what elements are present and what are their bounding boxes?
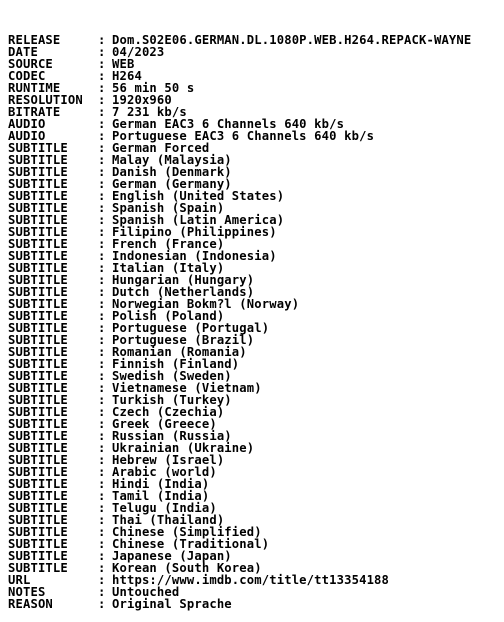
info-key: SUBTITLE <box>8 261 68 275</box>
info-separator: : <box>98 573 106 587</box>
info-row <box>8 166 504 178</box>
info-value: Turkish (Turkey) <box>112 393 232 407</box>
info-value: https://www.imdb.com/title/tt13354188 <box>112 573 390 587</box>
info-key: REASON <box>8 597 53 611</box>
info-separator: : <box>98 201 106 215</box>
info-row <box>8 130 504 142</box>
info-key: SUBTITLE <box>8 549 68 563</box>
info-row <box>8 538 504 550</box>
release-info-text <box>8 10 504 622</box>
info-key: SUBTITLE <box>8 297 68 311</box>
info-key: SUBTITLE <box>8 381 68 395</box>
info-value: Finnish (Finland) <box>112 357 240 371</box>
release-info-rows <box>8 34 504 610</box>
info-value: 04/2023 <box>112 45 165 59</box>
info-key: SUBTITLE <box>8 465 68 479</box>
info-separator: : <box>98 45 106 59</box>
info-row <box>8 406 504 418</box>
info-key: SUBTITLE <box>8 345 68 359</box>
info-separator: : <box>98 405 106 419</box>
info-row <box>8 586 504 598</box>
info-key: RELEASE <box>8 33 61 47</box>
info-separator: : <box>98 513 106 527</box>
info-key: SUBTITLE <box>8 201 68 215</box>
info-row <box>8 298 504 310</box>
info-key: SUBTITLE <box>8 285 68 299</box>
info-row <box>8 430 504 442</box>
info-key: SUBTITLE <box>8 273 68 287</box>
info-separator: : <box>98 165 106 179</box>
info-row <box>8 46 504 58</box>
info-key: SUBTITLE <box>8 333 68 347</box>
info-separator: : <box>98 525 106 539</box>
info-separator: : <box>98 453 106 467</box>
info-key: SUBTITLE <box>8 537 68 551</box>
info-key: RESOLUTION <box>8 93 83 107</box>
info-value: Chinese (Traditional) <box>112 537 270 551</box>
info-key: SUBTITLE <box>8 141 68 155</box>
info-row <box>8 442 504 454</box>
info-value: Malay (Malaysia) <box>112 153 232 167</box>
info-key: SUBTITLE <box>8 417 68 431</box>
info-value: H264 <box>112 69 142 83</box>
info-separator: : <box>98 465 106 479</box>
info-row <box>8 142 504 154</box>
info-value: Norwegian Bokm?l (Norway) <box>112 297 300 311</box>
info-key: SUBTITLE <box>8 441 68 455</box>
info-separator: : <box>98 357 106 371</box>
info-value: Romanian (Romania) <box>112 345 247 359</box>
info-value: Greek (Greece) <box>112 417 217 431</box>
info-value: Portuguese EAC3 6 Channels 640 kb/s <box>112 129 375 143</box>
info-key: SUBTITLE <box>8 309 68 323</box>
info-key: URL <box>8 573 31 587</box>
info-key: SUBTITLE <box>8 165 68 179</box>
info-separator: : <box>98 57 106 71</box>
info-value: German EAC3 6 Channels 640 kb/s <box>112 117 345 131</box>
info-value: Arabic (world) <box>112 465 217 479</box>
info-separator: : <box>98 489 106 503</box>
info-separator: : <box>98 501 106 515</box>
info-separator: : <box>98 213 106 227</box>
info-value: Dutch (Netherlands) <box>112 285 255 299</box>
info-separator: : <box>98 333 106 347</box>
info-separator: : <box>98 477 106 491</box>
info-key: SUBTITLE <box>8 405 68 419</box>
info-row <box>8 34 504 46</box>
info-key: SUBTITLE <box>8 369 68 383</box>
info-key: DATE <box>8 45 38 59</box>
info-value: Spanish (Spain) <box>112 201 225 215</box>
info-separator: : <box>98 237 106 251</box>
info-value: Swedish (Sweden) <box>112 369 232 383</box>
info-value: Czech (Czechia) <box>112 405 225 419</box>
info-row <box>8 478 504 490</box>
info-key: SUBTITLE <box>8 213 68 227</box>
info-key: SUBTITLE <box>8 153 68 167</box>
info-key: SUBTITLE <box>8 393 68 407</box>
info-separator: : <box>98 381 106 395</box>
info-value: Spanish (Latin America) <box>112 213 285 227</box>
info-value: 1920x960 <box>112 93 172 107</box>
info-row <box>8 70 504 82</box>
info-row <box>8 322 504 334</box>
info-row <box>8 274 504 286</box>
info-separator: : <box>98 189 106 203</box>
info-value: 7 231 kb/s <box>112 105 187 119</box>
info-row <box>8 382 504 394</box>
info-key: SUBTITLE <box>8 453 68 467</box>
info-value: Korean (South Korea) <box>112 561 262 575</box>
info-key: SUBTITLE <box>8 477 68 491</box>
info-value: Hebrew (Israel) <box>112 453 225 467</box>
info-value: Japanese (Japan) <box>112 549 232 563</box>
info-value: Untouched <box>112 585 180 599</box>
info-key: RUNTIME <box>8 81 61 95</box>
info-row <box>8 190 504 202</box>
info-value: Italian (Italy) <box>112 261 225 275</box>
info-row <box>8 418 504 430</box>
info-key: CODEC <box>8 69 46 83</box>
info-separator: : <box>98 429 106 443</box>
info-separator: : <box>98 273 106 287</box>
info-separator: : <box>98 141 106 155</box>
info-value: Hungarian (Hungary) <box>112 273 255 287</box>
info-separator: : <box>98 225 106 239</box>
info-separator: : <box>98 585 106 599</box>
info-key: SUBTITLE <box>8 489 68 503</box>
info-row <box>8 490 504 502</box>
info-key: AUDIO <box>8 129 46 143</box>
info-value: Portuguese (Portugal) <box>112 321 270 335</box>
info-value: Tamil (India) <box>112 489 210 503</box>
info-value: Telugu (India) <box>112 501 217 515</box>
info-separator: : <box>98 33 106 47</box>
info-row <box>8 346 504 358</box>
info-separator: : <box>98 153 106 167</box>
info-separator: : <box>98 345 106 359</box>
info-row <box>8 226 504 238</box>
info-separator: : <box>98 69 106 83</box>
info-row <box>8 466 504 478</box>
info-key: SUBTITLE <box>8 177 68 191</box>
info-key: SOURCE <box>8 57 53 71</box>
info-value: Polish (Poland) <box>112 309 225 323</box>
info-row <box>8 94 504 106</box>
info-value: Russian (Russia) <box>112 429 232 443</box>
info-separator: : <box>98 93 106 107</box>
info-value: Original Sprache <box>112 597 232 611</box>
info-value: Danish (Denmark) <box>112 165 232 179</box>
info-separator: : <box>98 285 106 299</box>
info-separator: : <box>98 117 106 131</box>
info-value: Vietnamese (Vietnam) <box>112 381 262 395</box>
info-key: SUBTITLE <box>8 525 68 539</box>
info-separator: : <box>98 81 106 95</box>
info-separator: : <box>98 441 106 455</box>
info-separator: : <box>98 297 106 311</box>
info-row <box>8 58 504 70</box>
info-key: SUBTITLE <box>8 189 68 203</box>
info-value: Dom.S02E06.GERMAN.DL.1080P.WEB.H264.REPACK-WAYNE <box>112 33 472 47</box>
info-key: SUBTITLE <box>8 225 68 239</box>
info-value: Hindi (India) <box>112 477 210 491</box>
info-separator: : <box>98 249 106 263</box>
info-key: SUBTITLE <box>8 249 68 263</box>
info-value: French (France) <box>112 237 225 251</box>
info-value: German Forced <box>112 141 210 155</box>
info-separator: : <box>98 417 106 431</box>
info-key: SUBTITLE <box>8 321 68 335</box>
info-row <box>8 394 504 406</box>
info-separator: : <box>98 597 106 611</box>
info-row <box>8 262 504 274</box>
info-key: AUDIO <box>8 117 46 131</box>
info-key: SUBTITLE <box>8 501 68 515</box>
info-separator: : <box>98 105 106 119</box>
info-value: Thai (Thailand) <box>112 513 225 527</box>
info-value: Portuguese (Brazil) <box>112 333 255 347</box>
info-separator: : <box>98 393 106 407</box>
info-separator: : <box>98 561 106 575</box>
info-row <box>8 358 504 370</box>
info-separator: : <box>98 177 106 191</box>
info-row <box>8 154 504 166</box>
info-value: Filipino (Philippines) <box>112 225 277 239</box>
info-row <box>8 454 504 466</box>
info-separator: : <box>98 261 106 275</box>
info-row <box>8 250 504 262</box>
info-row <box>8 502 504 514</box>
info-value: English (United States) <box>112 189 285 203</box>
info-key: SUBTITLE <box>8 513 68 527</box>
info-value: German (Germany) <box>112 177 232 191</box>
info-key: SUBTITLE <box>8 429 68 443</box>
info-row <box>8 334 504 346</box>
info-separator: : <box>98 537 106 551</box>
info-separator: : <box>98 309 106 323</box>
info-separator: : <box>98 321 106 335</box>
info-separator: : <box>98 549 106 563</box>
info-separator: : <box>98 369 106 383</box>
info-value: 56 min 50 s <box>112 81 195 95</box>
info-key: SUBTITLE <box>8 561 68 575</box>
info-key: BITRATE <box>8 105 61 119</box>
info-row <box>8 574 504 586</box>
info-value: Indonesian (Indonesia) <box>112 249 277 263</box>
info-value: Chinese (Simplified) <box>112 525 262 539</box>
info-separator: : <box>98 129 106 143</box>
info-key: NOTES <box>8 585 46 599</box>
info-value: Ukrainian (Ukraine) <box>112 441 255 455</box>
info-key: SUBTITLE <box>8 237 68 251</box>
info-value: WEB <box>112 57 135 71</box>
info-key: SUBTITLE <box>8 357 68 371</box>
